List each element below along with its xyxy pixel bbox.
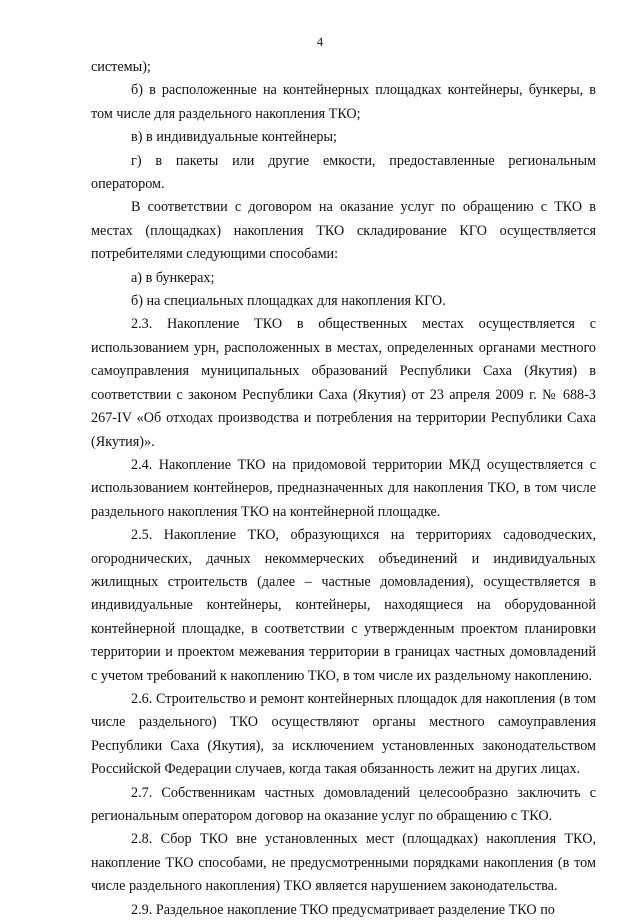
list-item-a-kgo: а) в бункерах; bbox=[131, 269, 215, 286]
clause-2-7: 2.7. Собственникам частных домовладений целесообразно заключить с региональным оператором договор на оказание услуг по обращению с ТКО. bbox=[91, 784, 596, 824]
list-item-g: г) в пакеты или другие емкости, предоставленные региональным оператором. bbox=[91, 152, 596, 193]
clause-2-3: 2.3. Накопление ТКО в общественных местах осуществляется с использованием урн, расположенных в местах, определенных органами местного самоуправления муниципальных образований Республики Саха (Якутия) в соответствии с законом Республики Саха (Якутия) от 23 апреля 2009 г. № 688-З 267-IV «Об отходах производства и потребления на территории Республики Саха (Якутия)». bbox=[91, 316, 596, 450]
paragraph-kgo-intro: В соответствии с договором на оказание услуг по обращению с ТКО в местах (площадках) накопления ТКО складирование КГО осуществляется потребителями следующими способами: bbox=[91, 199, 596, 263]
clause-2-9: 2.9. Раздельное накопление ТКО предусматривает разделение ТКО по bbox=[131, 901, 555, 918]
paragraph-continuation: системы); bbox=[91, 59, 151, 75]
clause-2-8: 2.8. Сбор ТКО вне установленных мест (площадках) накопления ТКО, накопление ТКО способами, не предусмотренными порядками накопления (в том числе раздельного накопления) ТКО является нарушением законодательства. bbox=[91, 831, 596, 895]
clause-2-4: 2.4. Накопление ТКО на придомовой территории МКД осуществляется с использованием контейнеров, предназначенных для накопления ТКО, в том числе раздельного накопления ТКО на контейнерной площадке. bbox=[91, 456, 596, 520]
clause-2-5: 2.5. Накопление ТКО, образующихся на территориях садоводческих, огороднических, дачных некоммерческих объединений и индивидуальных жилищных строительств (далее – частные домовладения), осуществляется в индивидуальные контейнеры, контейнеры, находящиеся на оборудованной контейнерной площадке, в соответствии с утвержденным проектом планировки территории и проектом межевания территории в границах частных домовладений с учетом требований к накоплению ТКО, в том числе их раздельному накоплению. bbox=[91, 527, 596, 684]
clause-2-6: 2.6. Строительство и ремонт контейнерных площадок для накопления (в том числе раздельного) ТКО осуществляют органы местного самоуправления Республики Саха (Якутия), за исключением установленных законодательством Российской Федерации случаев, когда такая обязанность лежит на других лицах. bbox=[91, 690, 596, 778]
page-number: 4 bbox=[316, 35, 324, 49]
list-item-b: б) в расположенные на контейнерных площадках контейнеры, бункеры, в том числе для раздельного накопления ТКО; bbox=[91, 82, 596, 122]
list-item-v: в) в индивидуальные контейнеры; bbox=[131, 129, 337, 146]
document-body bbox=[91, 56, 596, 922]
list-item-b-kgo: б) на специальных площадках для накопления КГО. bbox=[131, 293, 446, 310]
